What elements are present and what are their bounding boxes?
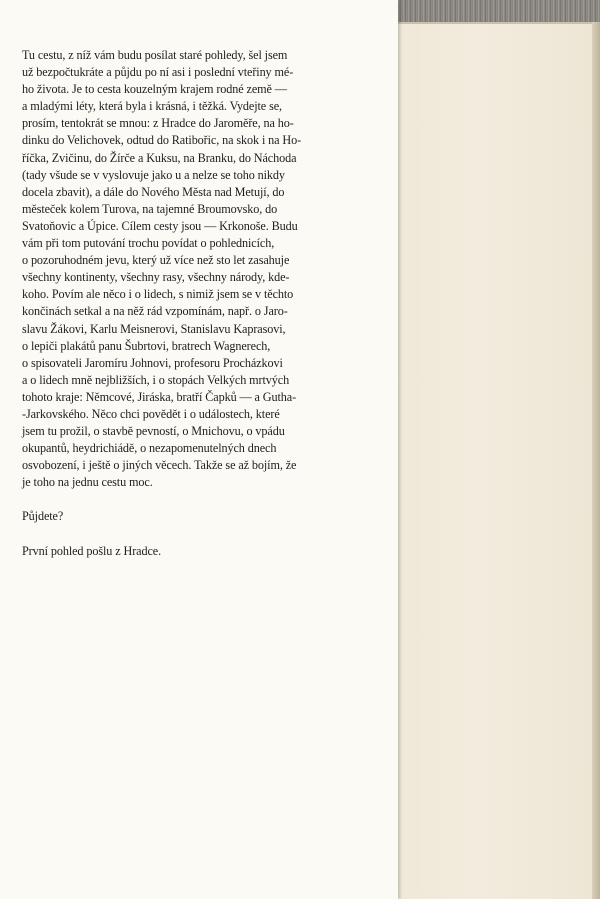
paragraph-line: okupantů, heydrichiádě, o nezapomenutelných dnech xyxy=(22,441,277,456)
paragraph-line: ho života. Je to cesta kouzelným krajem rodné země — xyxy=(22,82,287,97)
paragraph-line: městeček kolem Turova, na tajemné Broumovsko, do xyxy=(22,201,278,216)
paragraph-line: Tu cestu, z níž vám budu posílat staré pohledy, šel jsem xyxy=(22,48,288,62)
paragraph-line: říčka, Zvičinu, do Žírče a Kuksu, na Branku, do Náchoda xyxy=(22,150,297,165)
paragraph-line: (tady všude se v vyslovuje jako u a nelze se toho nikdy xyxy=(22,167,285,182)
paragraph-line: slavu Žákovi, Karlu Meisnerovi, Stanislavu Kaprasovi, xyxy=(22,321,286,336)
flap-text xyxy=(22,47,372,560)
book-cover-background xyxy=(392,0,600,899)
book-cover-edge xyxy=(592,22,600,899)
question-line: Půjdete? xyxy=(22,509,64,524)
paragraph-line: o spisovateli Jaromíru Johnovi, profesoru Procházkovi xyxy=(22,355,283,370)
paragraph-line: o lepiči plakátů panu Šubrtovi, bratrech Wagnerech, xyxy=(22,338,271,353)
paragraph-line: Svatoňovic a Úpice. Cílem cesty jsou — Krkonoše. Budu xyxy=(22,218,298,233)
paragraph-line: prosím, tentokrát se mnou: z Hradce do Jaroměře, na ho- xyxy=(22,116,294,131)
paragraph-line: a o lidech mně nejbližších, i o stopách Velkých mrtvých xyxy=(22,372,290,387)
book-cover-top-binding xyxy=(392,0,600,24)
paragraph-line: už bezpočtukráte a půjdu po ní asi i poslední vteřiny mé- xyxy=(22,65,294,80)
paragraph-line: je toho na jednu cestu moc. xyxy=(22,475,153,490)
paragraph-line: o pozoruhodném jevu, který už více než sto let zasahuje xyxy=(22,253,290,268)
paragraph-line: tohoto kraje: Němcové, Jiráska, bratří Čapků — a Gutha- xyxy=(22,389,297,404)
paragraph-line: koho. Povím ale něco i o lidech, s nimiž jsem se v těchto xyxy=(22,287,294,302)
paragraph-line: a mladými léty, která byla i krásná, i těžká. Vydejte se, xyxy=(22,99,282,114)
paragraph-line: vám při tom putování trochu povídat o pohlednicích, xyxy=(22,236,275,251)
paragraph-line: docela zbavit), a dále do Nového Města nad Metují, do xyxy=(22,184,285,199)
paragraph-line: osvobození, i ještě o jiných věcech. Takže se až bojím, že xyxy=(22,458,297,473)
intro-paragraph xyxy=(22,47,372,491)
paragraph-line: dinku do Velichovek, odtud do Ratibořic, na skok i na Ho- xyxy=(22,133,302,148)
paragraph-line: -Jarkovského. Něco chci povědět i o událostech, které xyxy=(22,406,280,421)
closing-line: První pohled pošlu z Hradce. xyxy=(22,543,162,558)
paragraph-line: jsem tu prožil, o stavbě pevností, o Mnichovu, o vpádu xyxy=(22,424,285,439)
paragraph-line: končinách setkal a na něž rád vzpomínám, např. o Jaro- xyxy=(22,304,288,319)
paragraph-line: všechny kontinenty, všechny rasy, všechny národy, kde- xyxy=(22,270,290,285)
